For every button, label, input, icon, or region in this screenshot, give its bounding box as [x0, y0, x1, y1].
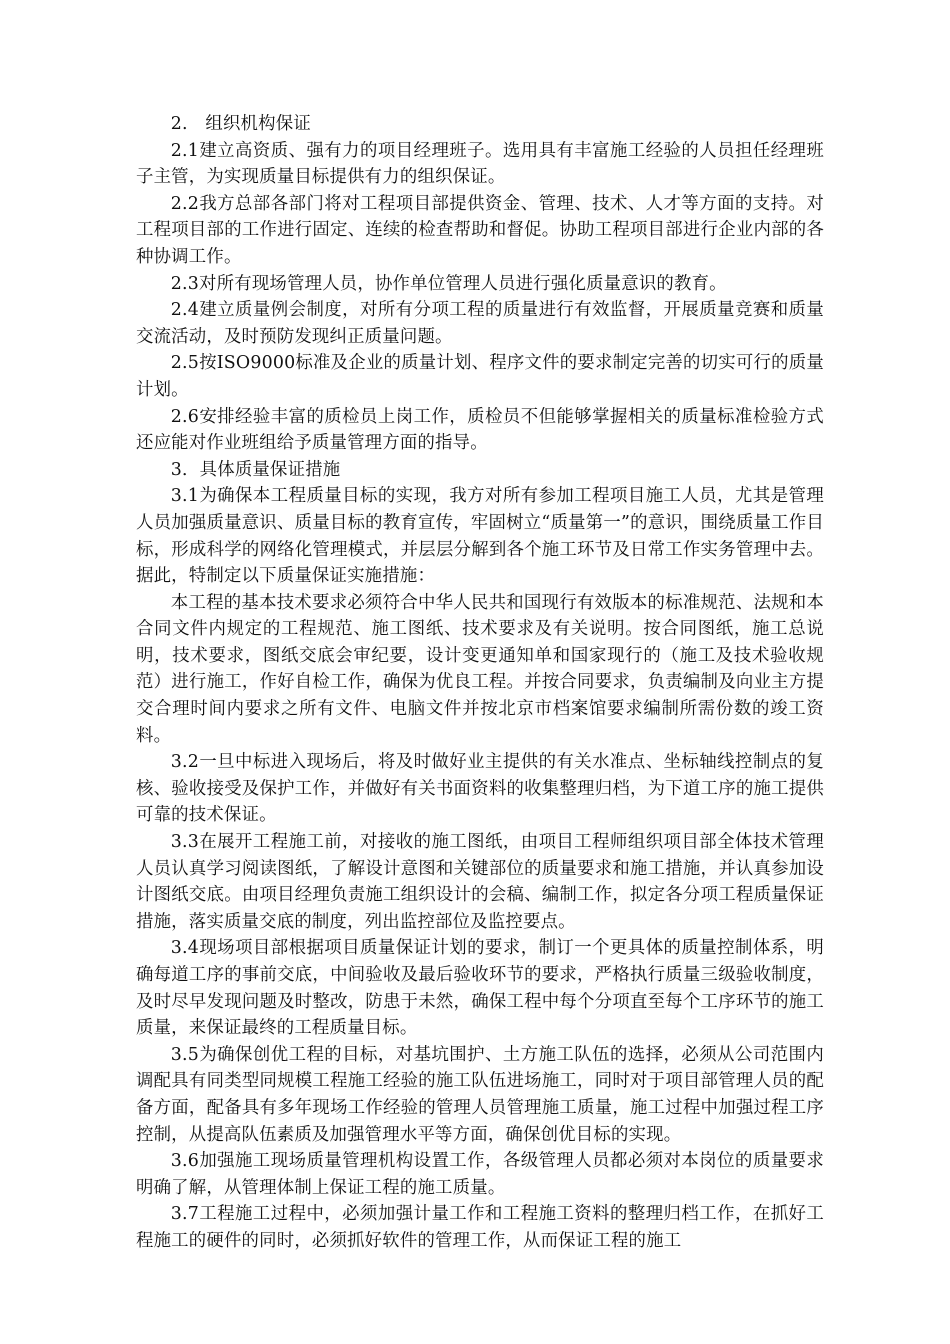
paragraph-3-5: 3.5为确保创优工程的目标，对基坑围护、土方施工队伍的选择，必须从公司范围内调配具有同类型同规模工程施工经验的施工队伍进场施工，同时对于项目部管理人员的配备方面，配备具有多年现场工作经验的管理人员管理施工质量，施工过程中加强过程工序控制，从提高队伍素质及加强管理水平等方面，确保创优目标的实现。 — [136, 1044, 824, 1145]
paragraph-2-5: 2.5按ISO9000标准及企业的质量计划、程序文件的要求制定完善的切实可行的质量计划。 — [136, 353, 824, 400]
paragraph-2-4: 2.4建立质量例会制度，对所有分项工程的质量进行有效监督，开展质量竞赛和质量交流活动，及时预防发现纠正质量问题。 — [136, 300, 824, 347]
paragraph-2-3: 2.3对所有现场管理人员，协作单位管理人员进行强化质量意识的教育。 — [170, 273, 727, 294]
paragraph-3-4: 3.4现场项目部根据项目质量保证计划的要求，制订一个更具体的质量控制体系，明确每道工序的事前交底，中间验收及最后验收环节的要求，严格执行质量三级验收制度，及时尽早发现问题及时整改，防患于未然，确保工程中每个分项直至每个工序环节的施工质量，来保证最终的工程质量目标。 — [136, 938, 824, 1039]
paragraph-3-3: 3.3在展开工程施工前，对接收的施工图纸，由项目工程师组织项目部全体技术管理人员认真学习阅读图纸，了解设计意图和关键部位的质量要求和施工措施，并认真参加设计图纸交底。由项目经理负责施工组织设计的会稿、编制工作，拟定各分项工程质量保证措施，落实质量交底的制度，列出监控部位及监控要点。 — [136, 832, 824, 932]
paragraph-2-6: 2.6安排经验丰富的质检员上岗工作，质检员不但能够掌握相关的质量标准检验方式还应能对作业班组给予质量管理方面的指导。 — [136, 406, 824, 454]
paragraph-3-7: 3.7工程施工过程中，必须加强计量工作和工程施工资料的整理归档工作，在抓好工程施工的硬件的同时，必须抓好软件的管理工作，从而保证工程的施工 — [136, 1204, 824, 1251]
paragraph-2-2: 2.2我方总部各部门将对工程项目部提供资金、管理、技术、人才等方面的支持。对工程项目部的工作进行固定、连续的检查帮助和督促。协助工程项目部进行企业内部的各种协调工作。 — [136, 193, 824, 267]
document-body — [136, 111, 824, 1255]
paragraph-3-1: 3.1为确保本工程质量目标的实现，我方对所有参加工程项目施工人员，尤其是管理人员加强质量意识、质量目标的教育宣传，牢固树立“质量第一”的意识，围绕质量工作目标，形成科学的网络化管理模式，并层层分解到各个施工环节及日常工作实务管理中去。据此，特制定以下质量保证实施措施： — [136, 486, 824, 587]
paragraph-3-2: 3.2一旦中标进入现场后，将及时做好业主提供的有关水准点、坐标轴线控制点的复核、验收接受及保护工作，并做好有关书面资料的收集整理归档，为下道工序的施工提供可靠的技术保证。 — [136, 752, 824, 826]
paragraph-2-1: 2.1建立高资质、强有力的项目经理班子。选用具有丰富施工经验的人员担任经理班子主管，为实现质量目标提供有力的组织保证。 — [136, 140, 824, 188]
paragraph-basic-requirements: 本工程的基本技术要求必须符合中华人民共和国现行有效版本的标准规范、法规和本合同文件内规定的工程规范、施工图纸、技术要求及有关说明。按合同图纸，施工总说明，技术要求，图纸交底会审纪要，设计变更通知单和国家现行的（施工及技术验收规范）进行施工，作好自检工作，确保为优良工程。并按合同要求，负责编制及向业主方提交合理时间内要求之所有文件、电脑文件并按北京市档案馆要求编制所需份数的竣工资料。 — [136, 592, 824, 746]
paragraph-3-6: 3.6加强施工现场质量管理机构设置工作，各级管理人员都必须对本岗位的质量要求明确了解，从管理体制上保证工程的施工质量。 — [136, 1151, 824, 1198]
section-heading-measures: 3．具体质量保证措施 — [170, 459, 341, 480]
section-heading-org: 2. 组织机构保证 — [170, 114, 311, 134]
